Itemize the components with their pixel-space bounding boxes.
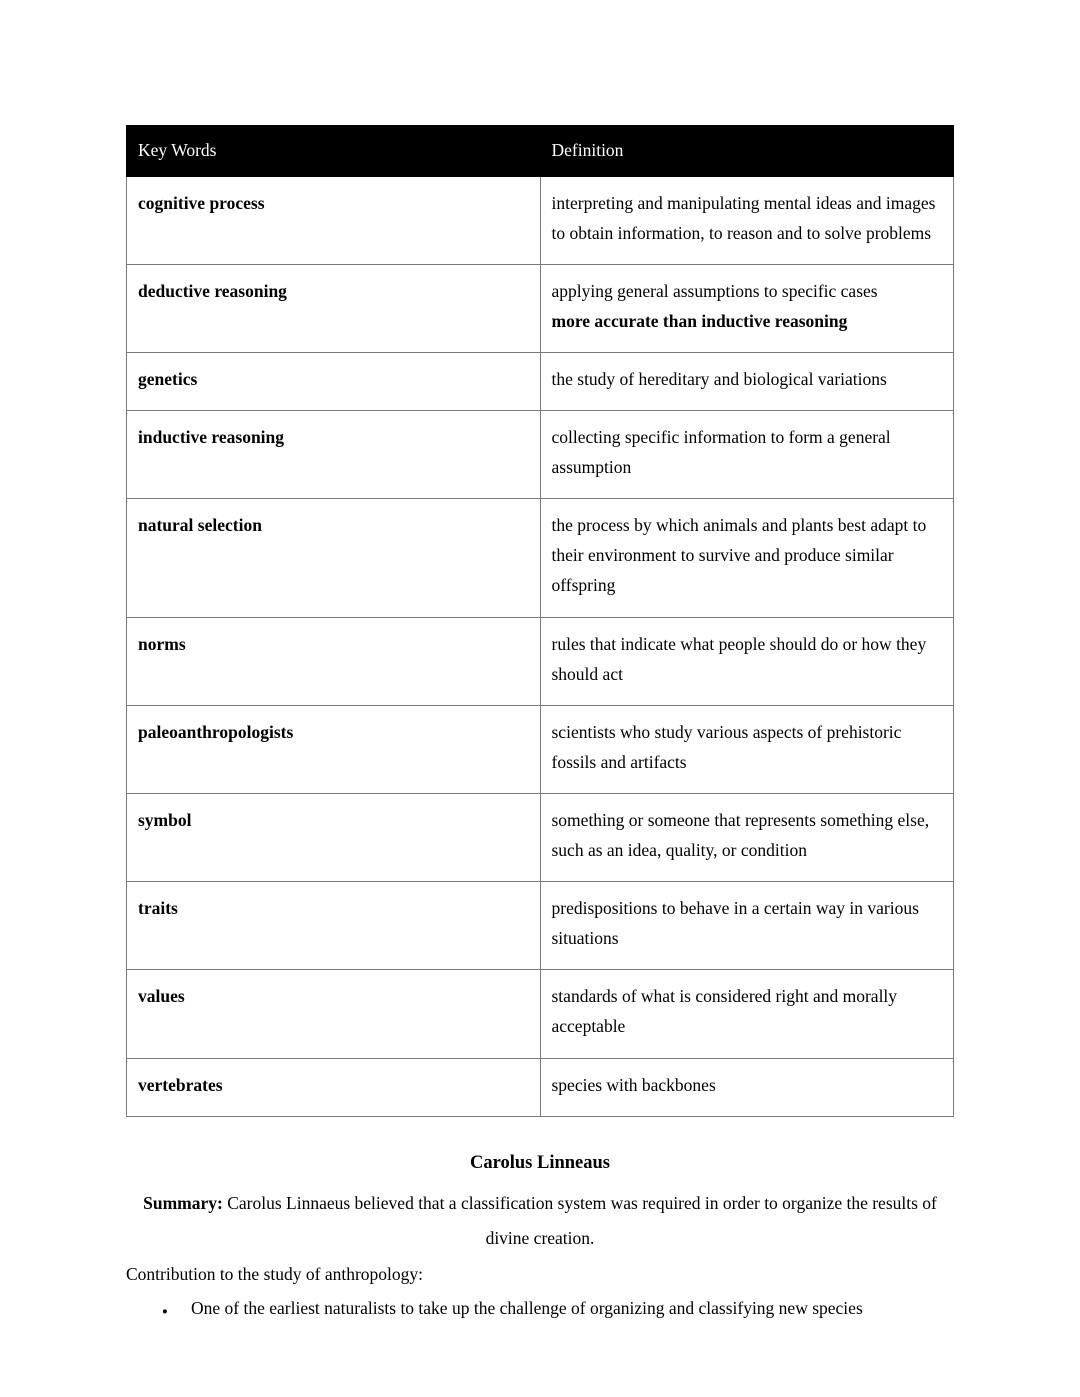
definition-text: collecting specific information to form a general assumption — [551, 427, 891, 478]
term-cell: natural selection — [127, 499, 541, 617]
table-row — [127, 411, 954, 499]
definition-cell — [540, 705, 954, 793]
term-cell: symbol — [127, 793, 541, 881]
definition-text: the study of hereditary and biological variations — [551, 369, 887, 389]
definition-cell — [540, 793, 954, 881]
term-cell: cognitive process — [127, 176, 541, 264]
definition-cell — [540, 411, 954, 499]
definition-text: predispositions to behave in a certain way in various situations — [551, 898, 919, 949]
summary-paragraph — [126, 1186, 954, 1254]
definition-cell — [540, 176, 954, 264]
term-cell: vertebrates — [127, 1058, 541, 1116]
table-row — [127, 793, 954, 881]
contribution-list — [126, 1291, 954, 1325]
table-row — [127, 617, 954, 705]
definition-text: interpreting and manipulating mental ideas and images to obtain information, to reason and to solve problems — [551, 192, 936, 243]
list-item-text: One of the earliest naturalists to take up the challenge of organizing and classifying new species — [191, 1297, 863, 1318]
term-cell: deductive reasoning — [127, 264, 541, 352]
table-row — [127, 882, 954, 970]
term-cell: inductive reasoning — [127, 411, 541, 499]
table-row — [127, 705, 954, 793]
term-cell: norms — [127, 617, 541, 705]
document-page — [126, 0, 954, 1365]
keywords-table — [126, 125, 954, 1117]
definition-cell — [540, 617, 954, 705]
table-header-keywords: Key Words — [127, 126, 541, 177]
summary-label: Summary: — [143, 1193, 223, 1214]
bullet-icon: ● — [162, 1306, 168, 1317]
definition-text: the process by which animals and plants best adapt to their environment to survive and produce similar offspring — [551, 515, 927, 596]
definition-cell — [540, 1058, 954, 1116]
definition-text: something or someone that represents something else, such as an idea, quality, or condition — [551, 809, 930, 861]
table-header-definition: Definition — [540, 126, 954, 177]
summary-text: Carolus Linnaeus believed that a classification system was required in order to organize the results of divine creation. — [227, 1193, 937, 1248]
table-row — [127, 499, 954, 617]
contribution-label: Contribution to the study of anthropology: — [126, 1263, 423, 1284]
table-row — [127, 264, 954, 352]
definition-text: scientists who study various aspects of prehistoric fossils and artifacts — [551, 721, 902, 772]
definition-cell — [540, 264, 954, 352]
table-row — [127, 353, 954, 411]
definition-text: species with backbones — [551, 1074, 716, 1095]
list-item — [126, 1291, 954, 1325]
definition-text: standards of what is considered right and morally acceptable — [551, 986, 898, 1037]
term-cell: genetics — [127, 353, 541, 411]
table-header-row — [127, 126, 954, 177]
definition-cell — [540, 353, 954, 411]
definition-bold-text: more accurate than inductive reasoning — [551, 310, 848, 331]
term-cell: paleoanthropologists — [127, 705, 541, 793]
term-cell: values — [127, 970, 541, 1058]
definition-cell — [540, 499, 954, 617]
definition-cell — [540, 970, 954, 1058]
definition-text: applying general assumptions to specific cases — [551, 280, 878, 301]
table-row — [127, 176, 954, 264]
table-row — [127, 970, 954, 1058]
table-row — [127, 1058, 954, 1116]
definition-cell — [540, 882, 954, 970]
definition-text: rules that indicate what people should do or how they should act — [551, 633, 927, 684]
term-cell: traits — [127, 882, 541, 970]
section-title: Carolus Linneaus — [470, 1152, 610, 1173]
